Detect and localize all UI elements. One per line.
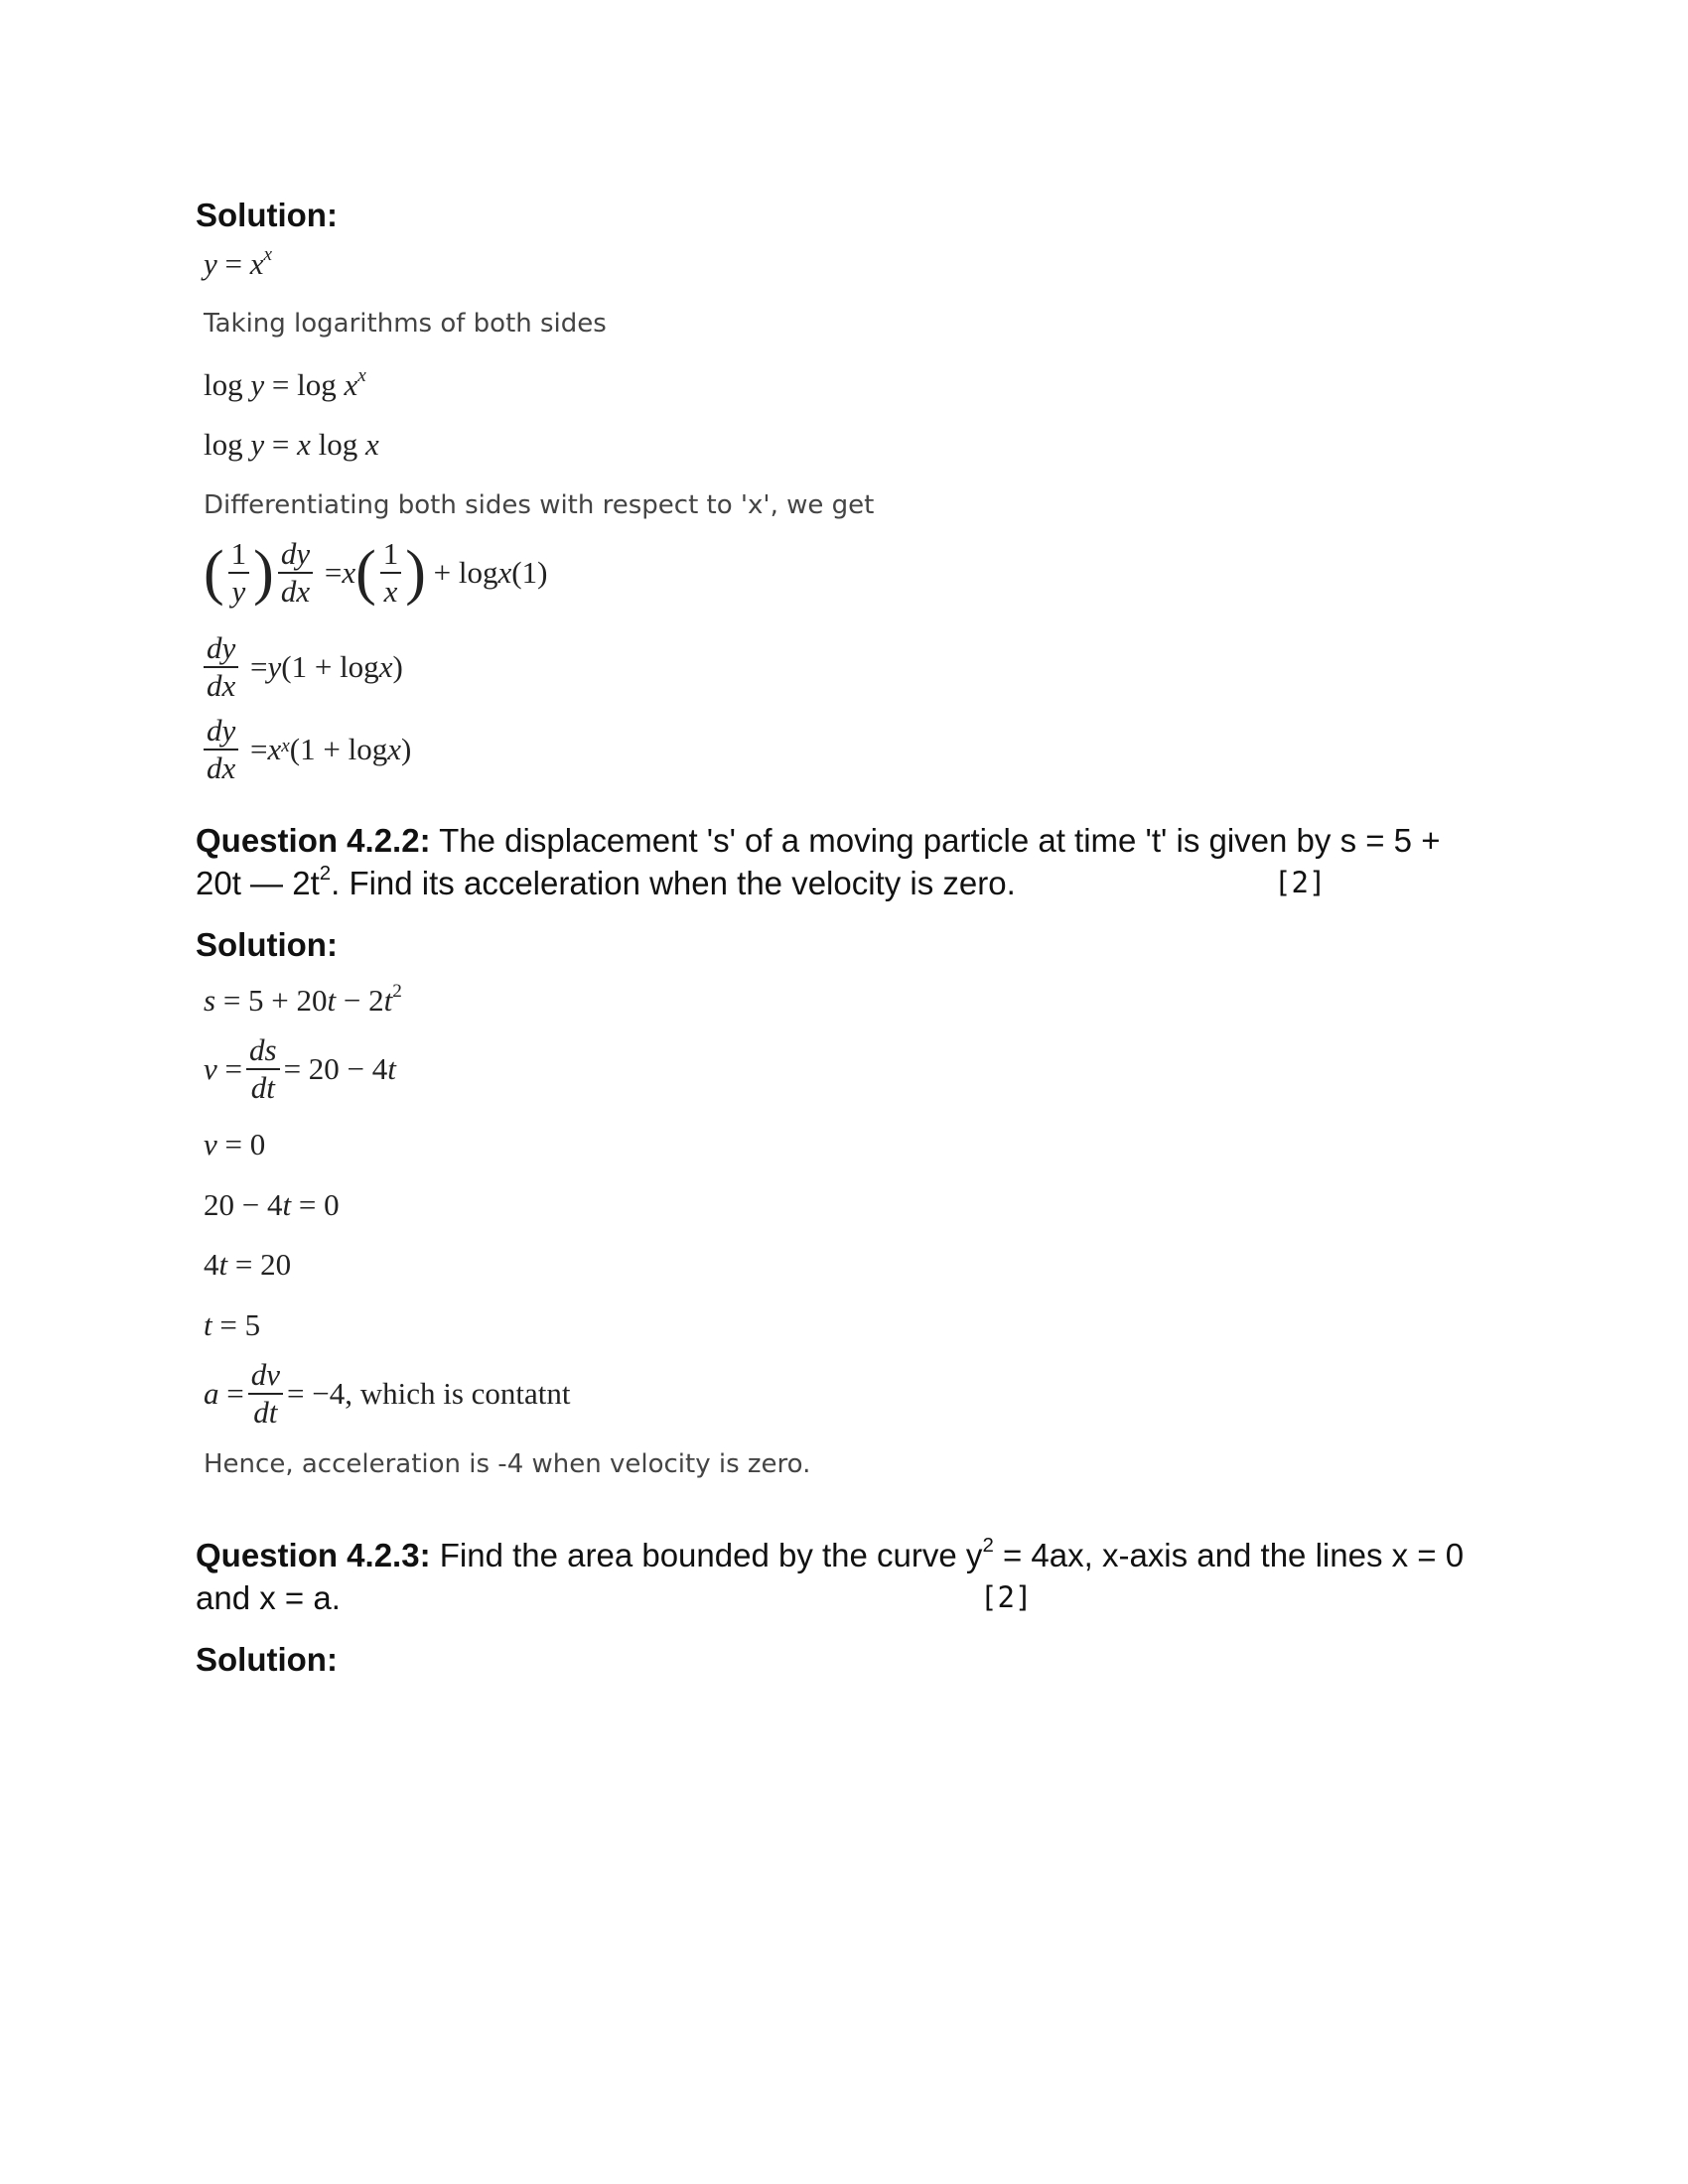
math-equation: v = 0: [204, 1127, 266, 1161]
explanation-text: Taking logarithms of both sides: [204, 309, 607, 339]
math-equation: t = 5: [204, 1307, 261, 1342]
solution-heading: Solution:: [196, 1641, 338, 1678]
marks-label: [2]: [1274, 866, 1327, 899]
marks-label: [2]: [980, 1580, 1033, 1614]
explanation-text: Differentiating both sides with respect to 'x', we get: [204, 490, 875, 520]
math-equation: ( $\frac{1}{y}$ ) $\frac{dy}{dx}$ = x ( $\frac{1}{x}$ ) + log x (1): [204, 536, 548, 609]
math-equation: v = $\frac{ds}{dt}$ = 20 − 4 t: [204, 1032, 396, 1105]
question-label: Question 4.2.2:: [196, 822, 431, 859]
solution-heading: Solution:: [196, 197, 338, 233]
question-text: 20t — $2t^2$. Find its acceleration when the velocity is zero.: [196, 861, 1016, 901]
question-text: and x = a.: [196, 1579, 341, 1616]
math-equation: $s = 5 + 20t - 2t^2$: [204, 980, 402, 1018]
question-label: Question 4.2.3:: [196, 1537, 431, 1573]
math-equation: $\frac{dy}{dx}$ = y (1 + log x ): [204, 630, 403, 703]
math-equation: log y = x log x: [204, 427, 379, 462]
math-equation: 4t = 20: [204, 1247, 292, 1282]
math-equation: $\frac{dy}{dx}$ = x $^x$ (1 + log x ): [204, 713, 411, 785]
math-equation: $\log y = \log x^x$: [204, 364, 366, 402]
conclusion-text: Hence, acceleration is -4 when velocity is zero.: [204, 1449, 811, 1479]
math-equation: 20 − 4t = 0: [204, 1187, 340, 1222]
question-text: Question 4.2.3: Find the area bounded by the curve $y^2 = 4ax$, x-axis and the lines x = 0: [196, 1533, 1465, 1573]
question-text: Question 4.2.2: The displacement 's' of a moving particle at time 't' is given by s = 5 +: [196, 822, 1441, 859]
math-equation: a = $\frac{dv}{dt}$ = −4, which is contatnt: [204, 1357, 571, 1430]
math-equation: $y = x^x$: [204, 243, 273, 281]
solution-heading: Solution:: [196, 926, 338, 963]
